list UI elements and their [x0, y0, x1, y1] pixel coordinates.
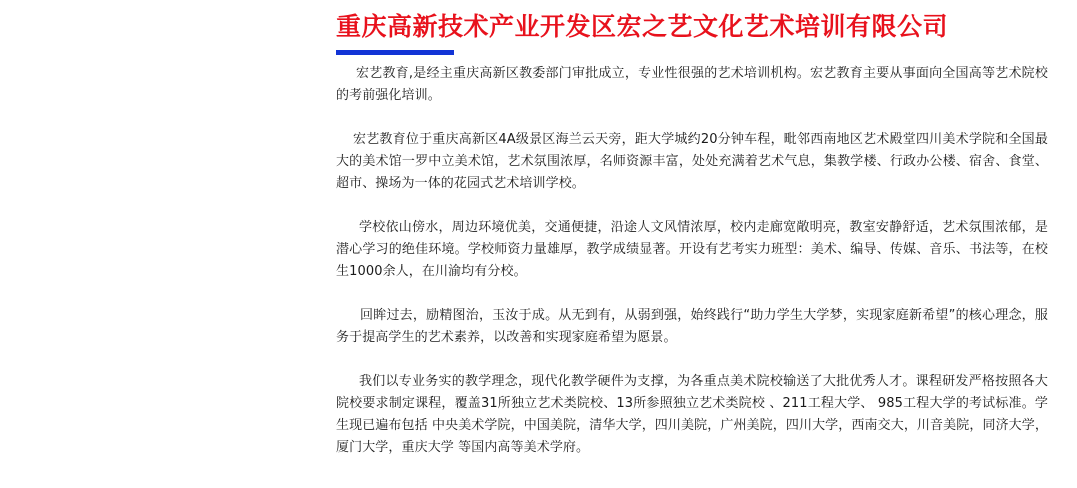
paragraph-location: 宏艺教育位于重庆高新区4A级景区海兰云天旁，距大学城约20分钟车程，毗邻西南地区艺术殿堂四川美术学院和全国最大的美术馆一罗中立美术馆，艺术氛围浓厚，名师资源丰富，处处充满着艺术气息，集教学楼、行政办公楼、宿舍、食堂、超市、操场为一体的花园式艺术培训学校。 — [336, 132, 1048, 191]
title-underline — [336, 50, 454, 55]
paragraph-teaching: 我们以专业务实的教学理念，现代化教学硬件为支撑，为各重点美术院校输送了大批优秀人才。课程研发严格按照各大院校要求制定课程，覆盖31所独立艺术类院校、13所参照独立艺术类院校 、211工程大学、 985工程大学的考试标准。学生现已遍布包括 中央美术学院，中国美院，清华大学，四川美院，广州美院，四川大学，西南交大，川音美院，同济大学，厦门大学，重庆大学 等国内高等美术学府。 — [336, 374, 1048, 455]
paragraph-environment: 学校依山傍水，周边环境优美，交通便捷，沿途人文风情浓厚，校内走廊宽敞明亮，教室安静舒适，艺术氛围浓郁，是潜心学习的绝佳环境。学校师资力量雄厚，教学成绩显著。开设有艺考实力班型：美术、编导、传媒、音乐、书法等，在校生1000余人，在川渝均有分校。 — [336, 220, 1048, 279]
paragraph-history: 回眸过去，励精图治，玉汝于成。从无到有，从弱到强，始终践行“助力学生大学梦，实现家庭新希望”的核心理念，服务于提高学生的艺术素养，以改善和实现家庭希望为愿景。 — [336, 308, 1048, 345]
page-title: 重庆高新技术产业开发区宏之艺文化艺术培训有限公司 — [336, 12, 949, 41]
article-body — [336, 63, 1048, 481]
paragraph-intro: 宏艺教育,是经主重庆高新区教委部门审批成立，专业性很强的艺术培训机构。宏艺教育主要从事面向全国高等艺术院校的考前强化培训。 — [336, 66, 1048, 103]
